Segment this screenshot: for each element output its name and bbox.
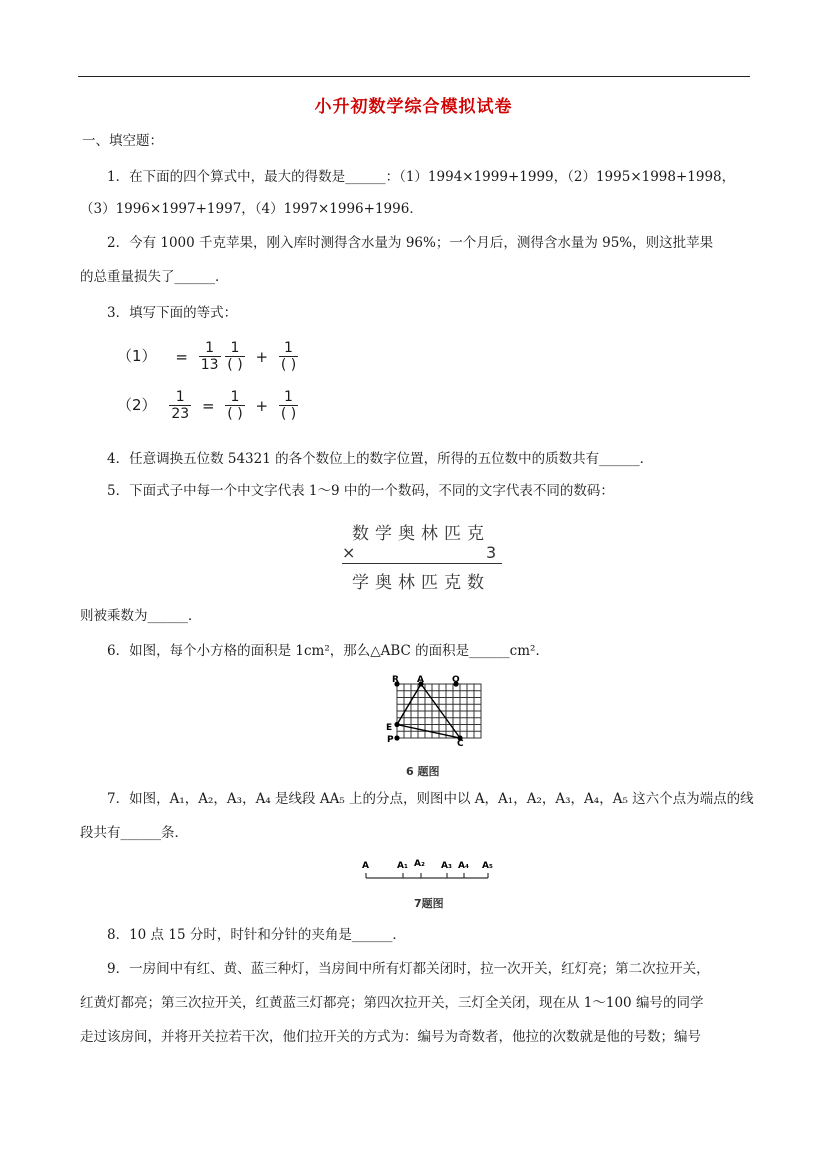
q9-line2: 红黄灯都亮；第三次拉开关，红黄蓝三灯都亮；第四次拉开关，三灯全关闭，现在从 1～100 编号的同学 [80,995,704,1011]
point-label-a: A [362,861,369,871]
q9-line1: 9．一房间中有红、黄、蓝三种灯，当房间中所有灯都关闭时，拉一次开关，红灯亮；第二次拉开关， [107,961,710,977]
eq2-fraction-blank-2 [279,389,298,422]
eq1-f0-den: 13 [200,357,219,373]
eq1-plus: + [255,347,269,366]
point-label-a4: A₄ [458,861,469,871]
label-q: Q [452,675,460,685]
eq1-fraction-given [199,340,221,373]
eq2-f2-num: 1 [284,389,293,405]
q2-line1: 2．今有 1000 千克苹果，刚入库时测得含水量为 96%；一个月后，测得含水量为 95%，则这批苹果 [107,235,714,251]
eq1-f1-num: 1 [230,340,240,356]
eq1-equals: = [175,347,188,366]
page-title: 小升初数学综合模拟试卷 [314,97,513,117]
q2-line2: 的总重量损失了______． [80,269,229,285]
point-p [394,735,399,740]
label-c: C [457,739,464,749]
segment-figure [358,852,498,886]
point-e [394,722,399,727]
label-p: P [387,735,394,745]
q7-line2: 段共有______条． [80,825,188,841]
eq2-f1-den: ( ) [227,406,243,422]
eq1-fraction-blank-1 [225,340,244,373]
grid-triangle-figure [380,672,490,752]
eq2-f1-num: 1 [230,389,240,405]
eq2-f0-num: 1 [175,389,185,405]
point-label-a3: A₃ [441,861,452,871]
cryptarithm-times-sign: × [342,543,362,562]
q8-line1: 8．10 点 15 分时，时针和分针的夹角是______． [107,927,406,943]
header-rule [78,76,750,77]
point-label-a2: A₂ [414,859,425,869]
eq1-label: （1） [117,347,157,365]
label-e: E [386,723,393,733]
q3-line1: 3．填写下面的等式： [107,305,238,321]
eq1-f0-num: 1 [205,340,215,356]
point-label-a5: A₅ [482,861,493,871]
eq1-f1-den: ( ) [227,357,243,373]
eq1-f2-den: ( ) [280,357,297,373]
q1-line2: （3）1996×1997+1997，（4）1997×1996+1996． [80,201,423,217]
q4-line1: 4．任意调换五位数 54321 的各个数位上的数字位置，所得的五位数中的质数共有______． [107,451,654,467]
cryptarithm-bottom: 学奥林匹克数 [352,573,490,593]
eq2-plus: + [255,396,269,415]
grid-lines [397,684,481,738]
eq2-f0-den: 23 [171,406,190,422]
segment-ticks [366,873,488,878]
q9-line3: 走过该房间，并将开关拉若干次，他们拉开关的方式为：编号为奇数者，他拉的次数就是他的号数；编号 [80,1029,701,1045]
eq2-f2-den: ( ) [280,406,297,422]
q3-equation-2 [117,389,298,422]
label-a: A [417,675,424,685]
q3-equation-1 [117,340,298,373]
eq1-fraction-blank-2 [279,340,298,373]
eq2-fraction-given [169,389,191,422]
eq2-equals: = [201,396,215,415]
q5-line1: 5．下面式子中每一个中文字代表 1～9 中的一个数码，不同的文字代表不同的数码： [107,483,614,499]
eq2-fraction-blank-1 [225,389,244,422]
figure-7-caption: 7题图 [414,897,444,910]
point-label-a1: A₁ [397,861,408,871]
cryptarithm-multiplier: 3 [486,543,503,562]
q5-line2: 则被乘数为______． [80,608,202,624]
section-heading: 一、填空题： [82,133,163,149]
q1-line1: 1．在下面的四个算式中，最大的得数是______：（1）1994×1999+1999，（2）1995×1998+1998， [107,169,736,185]
label-r: R [392,675,399,685]
q6-line1: 6．如图，每个小方格的面积是 1cm²，那么△ABC 的面积是______cm²． [107,643,549,659]
figure-6-caption: 6 题图 [406,765,440,778]
cryptarithm-rule [342,563,502,564]
eq2-label: （2） [117,396,157,414]
eq1-f2-num: 1 [284,340,293,356]
q7-line1: 7．如图，A₁，A₂，A₃，A₄ 是线段 AA₅ 上的分点，则图中以 A，A₁，A₂，A₃，A₄，A₅ 这六个点为端点的线 [107,791,754,807]
cryptarithm-top: 数学奥林匹克 [352,524,490,544]
